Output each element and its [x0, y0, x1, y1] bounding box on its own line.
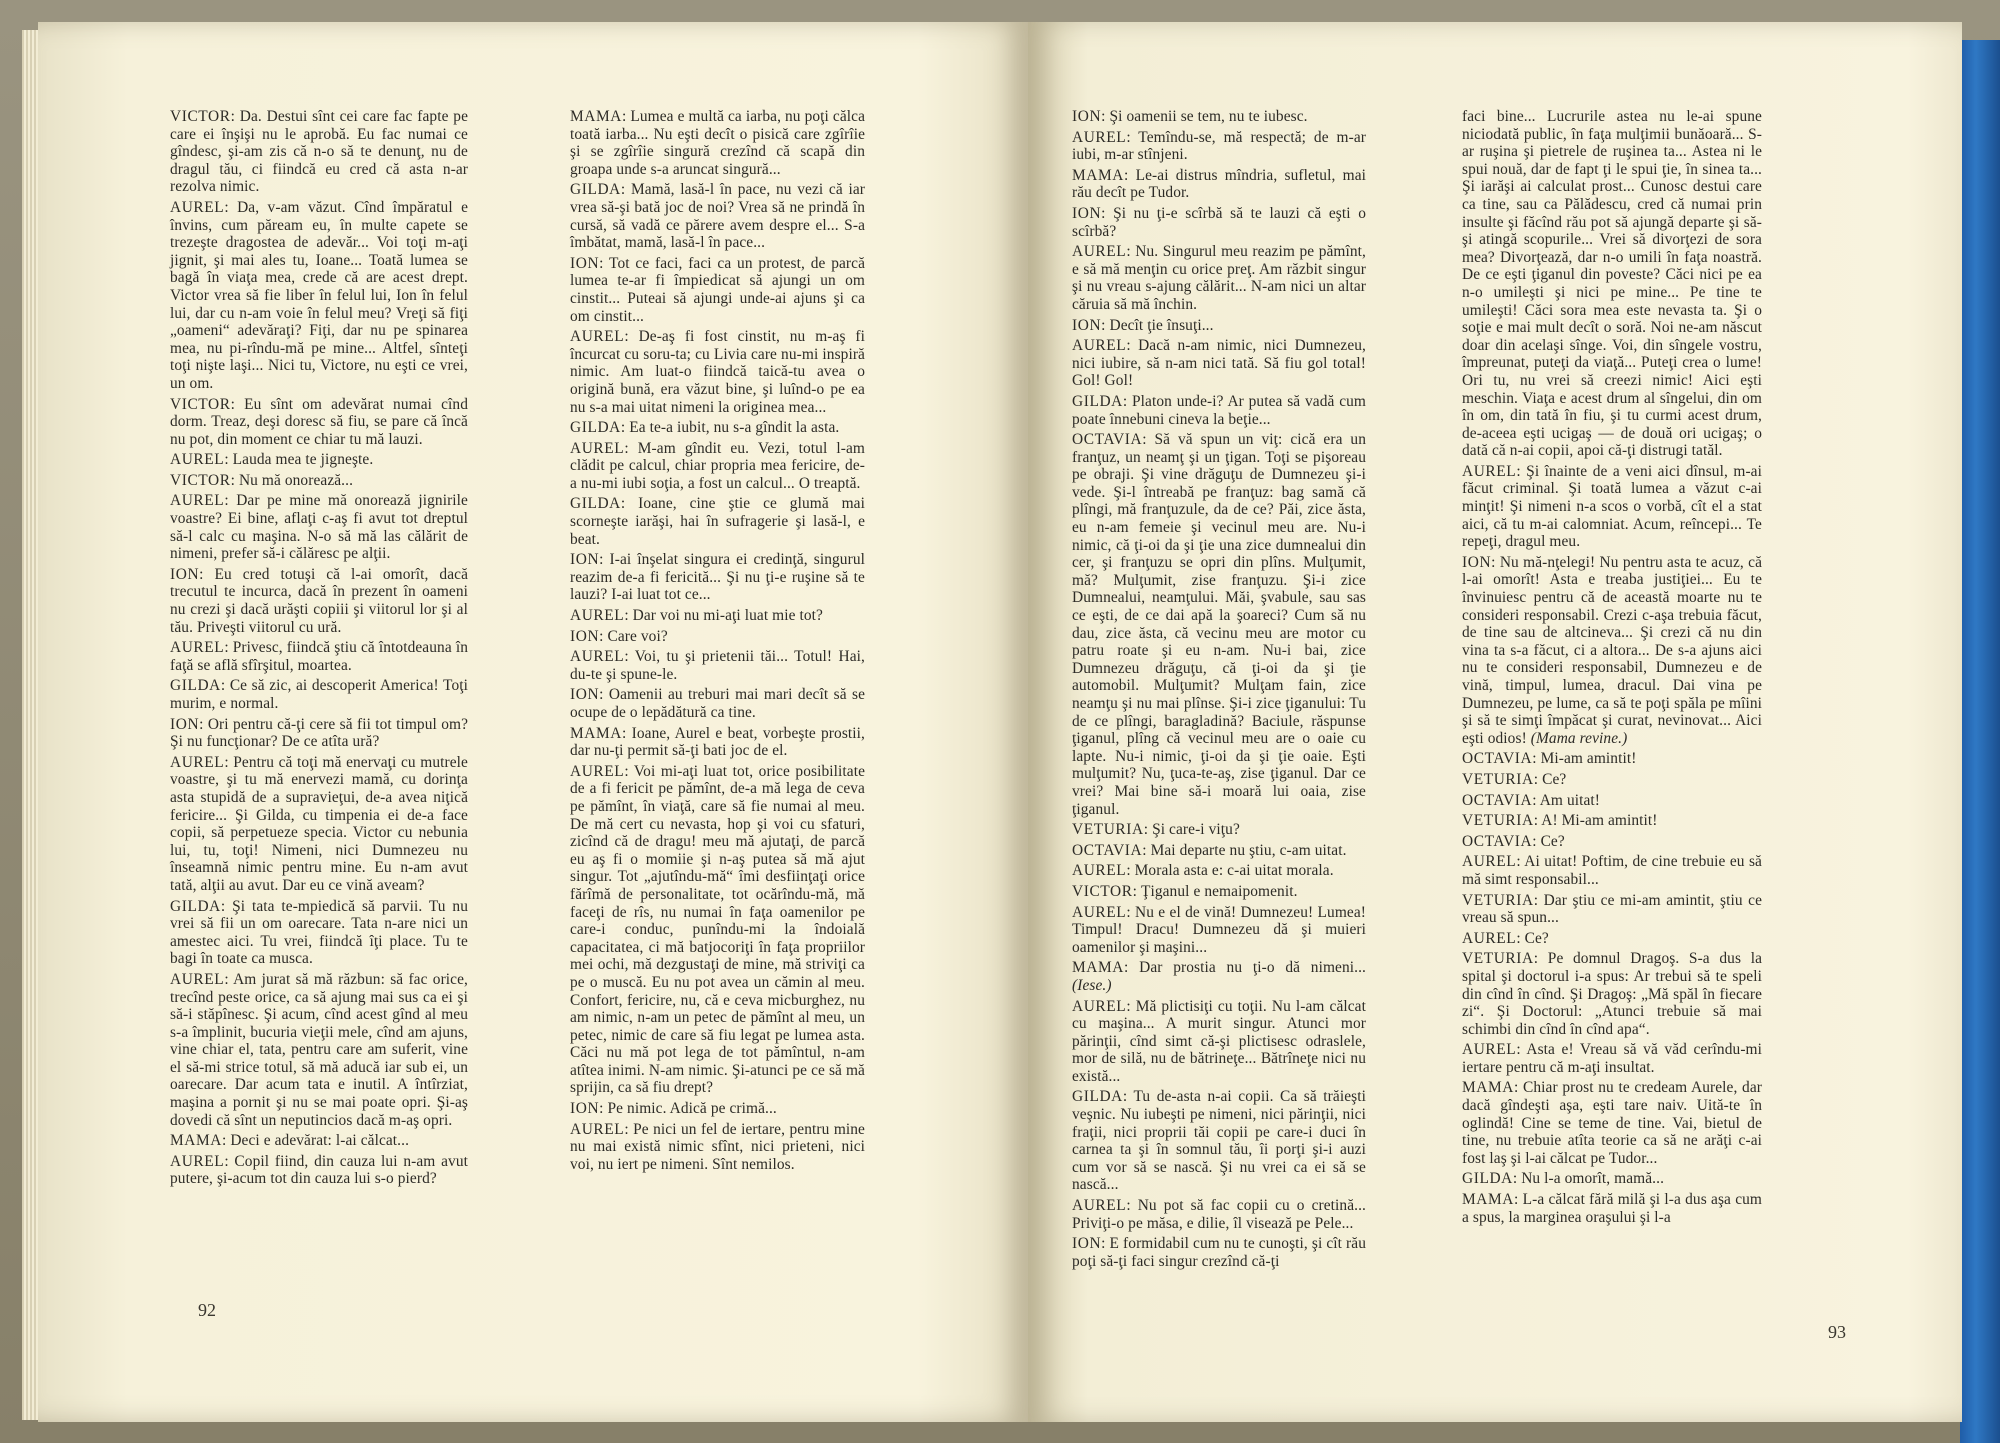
speaker-name: AUREL — [170, 753, 225, 771]
speaker-name: GILDA — [1462, 1170, 1513, 1188]
speaker-separator: : — [1533, 891, 1544, 909]
dialogue-line — [1462, 1079, 1762, 1167]
dialogue-line — [1072, 167, 1366, 202]
dialogue-line — [1072, 337, 1366, 390]
dialogue-text: Ioane, Aurel e beat, vorbeşte prostii, dar nu-ţi permit să-ţi bati joc de el. — [570, 724, 865, 760]
dialogue-text: Mai departe nu ştiu, c-am uitat. — [1150, 841, 1347, 859]
speaker-name: ION — [570, 551, 600, 569]
speaker-separator: : — [1532, 750, 1541, 768]
dialogue-text: Morala asta e: c-ai uitat morala. — [1134, 862, 1334, 880]
speaker-separator: : — [224, 198, 238, 216]
speaker-name: VICTOR — [170, 108, 231, 125]
dialogue-text: faci bine... Lucrurile astea nu le-ai spune niciodată public, în faţa mulţimii bunăoară... S-ar ruşina şi pietrele de ruşinea ta... Astea ni le spui nouă, dar de fapt ţi le spui ţie, în sinea ta... Şi iarăşi ai calculat prost... Cunosc destui care ca tine, sau ca Pălădescu, cred că numai prin insulte şi făcînd rău pot să ajungă departe şi să-şi atingă scopurile... Vrei să divorţezi de sora mea? Divorţează, dar n-o umili în faţa noastră. De ce eşti ţiganul din poveste? Căci nici pe ea n-o umileşti şi nici pe mine... Pe tine te umileşti! Căci sora mea este nevasta ta. Şi o soţie e mai mult decît o soră. Noi ne-am născut doar din acelaşi sînge. Voi, din sîngele vostru, împreunat, puteţi da viaţă... Puteţi crea o lume! Ori tu, nu vrei să creezi nimic! Aici eşti meschin. Viaţa e acest drum al sîngelui, din om în om, din tată în fiu, şi tu curmi acest drum, de-aceea eşti ucigaş — de două ori ucigaş; o dată că n-ai copii, apoi că-ţi distrugi tatăl. — [1462, 108, 1762, 460]
dialogue-line — [1072, 1235, 1366, 1270]
speaker-name: AUREL — [1072, 128, 1127, 146]
speaker-separator: : — [224, 492, 237, 510]
dialogue-line — [1072, 129, 1366, 164]
dialogue-text: A! Mi-am amintit! — [1541, 812, 1658, 830]
speaker-name: AUREL — [170, 639, 225, 657]
speaker-name: AUREL — [570, 1120, 625, 1138]
speaker-separator: : — [1101, 204, 1114, 222]
dialogue-text: Dar ştiu ce mi-am amintit, ştiu ce vreau să spun... — [1462, 891, 1762, 927]
dialogue-text: Da. Destui sînt cei care fac fapte pe care ei înşişi nu le aprobă. Eu fac numai ce gîndesc, şi-am zis că n-o să te denunţ, nu de dragul tău, ci fiindcă eu cred că asta n-ar rezolva nimic. — [170, 108, 468, 196]
dialogue-text: Nu. Singurul meu reazim pe pămînt, e să mă menţin cu orice preţ. Am răzbit singur şi nu vreau s-ajung călărit... N-am nici un altar căruia să mă închin. — [1072, 243, 1366, 313]
speaker-name: AUREL — [1072, 243, 1127, 261]
speaker-separator: : — [199, 565, 215, 583]
dialogue-text: Ce să zic, ai descoperit America! Toţi murim, e normal. — [170, 677, 468, 712]
dialogue-line — [1072, 883, 1366, 901]
speaker-name: OCTAVIA — [1072, 431, 1143, 449]
speaker-separator: : — [224, 970, 234, 988]
speaker-separator: : — [1142, 431, 1155, 449]
dialogue-text: Chiar prost nu te credeam Aurele, dar dacă gîndeşti aşa, eşti tare naiv. Uită-te în oglindă! Cine se teme de tine. Vai, bietul de tine, nu trebuie atîta teorie ca să ne arăţi c-ai fost laş şi l-ai călcat pe Tudor... — [1462, 1079, 1762, 1167]
speaker-name: MAMA — [570, 108, 622, 125]
speaker-separator: : — [620, 419, 630, 437]
dialogue-text: Nu mă onorează... — [238, 471, 354, 489]
dialogue-line — [570, 495, 865, 548]
dialogue-text: Deci e adevărat: l-ai călcat... — [230, 1132, 410, 1150]
speaker-name: GILDA — [570, 181, 621, 199]
speaker-separator: : — [1124, 959, 1140, 977]
speaker-separator: : — [1101, 108, 1110, 125]
speaker-name: VETURIA — [1462, 950, 1534, 968]
dialogue-text: Le-ai distrus mîndria, sufletul, mai rău decît pe Tudor. — [1072, 166, 1367, 202]
speaker-separator: : — [224, 1152, 235, 1170]
speaker-separator: : — [622, 108, 631, 125]
speaker-name: ION — [1072, 204, 1102, 222]
dialogue-text: Şi nu ţi-e scîrbă să te lauzi că eşti o scîrbă? — [1072, 204, 1366, 240]
dialogue-text: Şi înainte de a veni aici dînsul, m-ai făcut criminal. Şi toată lumea a văzut c-ai minţit! Şi nimeni n-a scos o vorbă, cît el a stat aici, că tu m-ai calomniat. Acum, reîncepi... Te repeţi, dragul meu. — [1462, 462, 1762, 551]
dialogue-line — [170, 472, 468, 490]
dialogue-text: I-ai înşelat singura ei credinţă, singurul reazim de-a fi fericită... Şi nu ţi-e ruşine să te lauzi? I-ai luat tot ce... — [570, 551, 865, 604]
speaker-separator: : — [1532, 832, 1541, 850]
speaker-name: AUREL — [1072, 1197, 1127, 1215]
dialogue-line — [1462, 892, 1762, 927]
dialogue-line — [570, 686, 865, 721]
speaker-name: OCTAVIA — [1072, 841, 1143, 859]
dialogue-text: Da, v-am văzut. Cînd împăratul e învins, cum păream eu, în multe capete se trezeşte dragostea de adevăr... Voi toţi m-aţi jignit, şi mai ales tu, Ioane... Toată lumea se bagă în viaţa mea, crede că are acest drept. Victor vrea să fie liber în felul lui, Ion în felul lui, dar cu n-am voie în felul meu? Vreţi să fiţi „oameni“ adevăraţi? Fiţi, dar nu pe spinarea mea, nu pi-rîndu-mă pe mine... Altfel, sînteţi toţi nişte laşi... Nici tu, Victore, nu eşti ce vrei, un om. — [170, 198, 468, 392]
speaker-name: AUREL — [1462, 462, 1517, 480]
dialogue-text: Lumea e multă ca iarba, nu poţi călca toată iarba... Nu eşti decît o pisică care zgîrîie şi se zgîrîie singură crezînd că scapă din groapa unde s-a aruncat singură... — [570, 108, 865, 178]
speaker-separator: : — [620, 181, 631, 199]
dialogue-line — [1072, 1197, 1366, 1232]
dialogue-text: Lauda mea te jigneşte. — [232, 451, 374, 469]
dialogue-text: Ţiganul e nemaipomenit. — [1140, 882, 1298, 900]
dialogue-text: Decît ţie însuţi... — [1109, 316, 1214, 334]
dialogue-text: Tu de-asta n-ai copii. Ca să trăieşti veşnic. Nu iubeşti pe nimeni, nici părinţii, nici fraţii, nici proprii tăi copii pe care-i duci în carnea ta şi în somnul tău, îi porţi şi-i auzi cum vor să se nască. Şi nu vrei ca ei să se nască... — [1072, 1088, 1366, 1194]
dialogue-line — [1462, 1170, 1762, 1188]
speaker-separator: : — [1533, 812, 1542, 830]
speaker-name: OCTAVIA — [1462, 791, 1533, 809]
speaker-name: AUREL — [170, 492, 225, 510]
dialogue-line — [1072, 842, 1366, 860]
speaker-separator: : — [222, 1132, 231, 1150]
speaker-separator: : — [1126, 243, 1136, 261]
stage-direction: (Mama revine.) — [1530, 729, 1628, 747]
dialogue-text: Am uitat! — [1539, 791, 1601, 809]
dialogue-text: Şi care-i viţu? — [1152, 821, 1240, 839]
dialogue-line — [170, 396, 468, 449]
speaker-name: GILDA — [570, 495, 621, 513]
dialogue-text: Nu e el de vină! Dumnezeu! Lumea! Timpul! Dracu! Dumnezeu dă şi muieri oamenilor şi maşini... — [1072, 903, 1366, 956]
dialogue-line — [170, 639, 468, 674]
dialogue-text: Ce? — [1524, 929, 1549, 947]
dialogue-line — [170, 566, 468, 636]
speaker-separator: : — [599, 254, 610, 272]
dialogue-line — [170, 1132, 468, 1150]
speaker-separator: : — [1101, 1235, 1110, 1253]
dialogue-text: Şi tata te-mpiedică să parvii. Tu nu vrei să fii un om oarecare. Tata n-are nici un amestec aici. Tu vrei, fiindcă îţi place. Tu te bagi în toate ca musca. — [170, 897, 468, 968]
back-cover-edge — [1960, 40, 2000, 1443]
dialogue-line — [570, 628, 865, 646]
speaker-name: GILDA — [170, 677, 221, 695]
dialogue-text: Platon unde-i? Ar putea să vadă cum poate înnebuni cineva la beţie... — [1072, 392, 1366, 428]
speaker-separator: : — [624, 439, 638, 457]
page-number-left: 92 — [198, 1300, 216, 1320]
dialogue-text: Oamenii au treburi mai mari decît să se ocupe de o lepădătură ca tine. — [570, 686, 866, 721]
dialogue-text: Mamă, lasă-l în pace, nu vezi că iar vrea să-şi bată joc de noi? Vrea să ne prindă în cursă, să vadă ce părere avem despre el... S-a îmbătat, mamă, lasă-l în pace... — [570, 181, 865, 252]
speaker-separator: : — [1122, 392, 1133, 410]
speaker-separator: : — [1491, 553, 1500, 571]
speaker-name: ION — [1072, 316, 1102, 334]
speaker-name: AUREL — [1462, 929, 1517, 947]
speaker-separator: : — [224, 753, 234, 771]
dialogue-text: Pe domnul Dragoş. S-a dus la spital şi doctorul i-a spus: Ar trebui să te speli din cînd în cînd. Şi Dragoş: „Mă spăl în fiecare zi“. Şi Doctorul: „Atunci trebuie să mai schimbi din cînd în cînd apa“. — [1462, 950, 1763, 1038]
dialogue-text: Care voi? — [607, 627, 668, 645]
dialogue-text: Tot ce faci, faci ca un protest, de parcă lumea te-ar fi împiedicat să ajungi un om cinstit... Puteai să ajungi unde-ai ajuns şi ca om cinstit... — [570, 254, 866, 325]
dialogue-line — [570, 1121, 865, 1174]
dialogue-line — [570, 328, 865, 416]
dialogue-line — [1462, 1041, 1762, 1076]
dialogue-text: Dar pe mine mă onorează jignirile voastre? Ei bine, aflaţi c-aş fi avut tot dreptul să-l calc cu maşina. N-o să mă las călărit de nimeni, prefer să-i călăresc pe alţii. — [170, 492, 468, 563]
speaker-name: ION — [570, 254, 600, 272]
speaker-separator: : — [1124, 166, 1136, 184]
speaker-separator: : — [1516, 929, 1525, 947]
dialogue-text: Pe nici un fel de iertare, pentru mine nu mai există nimic sfînt, nici prieteni, nici voi, nu iert pe nimeni. Sînt nemilos. — [570, 1120, 865, 1173]
speaker-name: ION — [570, 686, 600, 704]
speaker-name: ION — [570, 627, 600, 645]
speaker-name: OCTAVIA — [1462, 832, 1533, 850]
speaker-name: AUREL — [170, 970, 225, 988]
speaker-name: ION — [1072, 108, 1102, 125]
dialogue-line — [1072, 317, 1366, 335]
dialogue-text: Ce? — [1540, 832, 1565, 850]
dialogue-line — [1072, 821, 1366, 839]
text-column-3 — [1072, 108, 1366, 1273]
text-column-1 — [170, 108, 468, 1191]
speaker-name: MAMA — [1072, 166, 1124, 184]
speaker-separator: : — [1132, 882, 1141, 900]
dialogue-text: Pentru că toţi mă enervaţi cu mutrele voastre, şi tu mă enervezi mamă, cu dorinţa asta stupidă de a supravieţui, de-a avea niţică fericire... Şi Gilda, cu timpenia ei de-a face copii, să perpetueze specia. Victor cu nebunia lui, tu, toţi! Nimeni, nici Dumnezeu nu înseamnă nimic pentru mine. Eu n-am avut tată, alţii au avut. Dar eu ce vină aveam? — [170, 753, 468, 894]
dialogue-line — [570, 551, 865, 604]
speaker-separator: : — [624, 648, 635, 666]
speaker-name: AUREL — [1072, 337, 1127, 355]
dialogue-line — [170, 1153, 468, 1188]
dialogue-line — [1462, 108, 1762, 460]
dialogue-line — [1462, 463, 1762, 551]
dialogue-line — [170, 492, 468, 562]
dialogue-text: Şi oamenii se tem, nu te iubesc. — [1109, 108, 1308, 125]
dialogue-line — [170, 451, 468, 469]
speaker-name: AUREL — [170, 451, 225, 469]
speaker-name: MAMA — [570, 724, 622, 742]
dialogue-text: Privesc, fiindcă ştiu că întotdeauna în faţă se află sfîrşitul, moartea. — [170, 639, 468, 674]
speaker-separator: : — [230, 471, 239, 489]
dialogue-line — [1462, 812, 1762, 830]
speaker-name: VICTOR — [170, 471, 231, 489]
speaker-separator: : — [599, 551, 610, 569]
text-column-4 — [1462, 108, 1762, 1229]
dialogue-text: L-a călcat fără milă şi l-a dus aşa cum a spus, la marginea oraşului şi l-a — [1462, 1191, 1762, 1226]
speaker-name: VETURIA — [1072, 821, 1144, 839]
speaker-separator: : — [1126, 862, 1135, 880]
speaker-name: ION — [170, 565, 200, 583]
speaker-separator: : — [624, 607, 633, 625]
speaker-separator: : — [1142, 841, 1151, 859]
speaker-name: AUREL — [1072, 903, 1127, 921]
speaker-separator: : — [1514, 1191, 1523, 1209]
speaker-name: AUREL — [570, 762, 625, 780]
dialogue-text: Eu sînt om adevărat numai cînd dorm. Treaz, deşi doresc să fiu, se pare că încă nu pot, din moment ce chiar tu mă lauzi. — [170, 395, 468, 448]
speaker-name: GILDA — [1072, 1088, 1123, 1106]
speaker-separator: : — [1101, 316, 1110, 334]
speaker-name: GILDA — [1072, 392, 1123, 410]
dialogue-text: Eu cred totuşi că l-ai omorît, dacă trecutul te incurca, dacă în prezent în oameni nu crezi şi dacă urăşti copiii şi viitorul lor şi al tău. Priveşti viitorul cu ură. — [170, 565, 468, 636]
speaker-separator: : — [599, 627, 608, 645]
dialogue-text: Nu mă-nţelegi! Nu pentru asta te acuz, că l-ai omorît! Asta e treaba justiţiei... Eu te învinuiesc pentru că de această moarte nu te consideri responsabil. Crezi c-aşa trebuia făcut, de tine sau de altcineva... Şi crezi că nu din vina ta s-a făcut, ci a altora... De s-a ajuns aici nu te consideri responsabil, Dumnezeu e de vină, timpul, lumea, dracul. Dai vina pe Dumnezeu, pe lume, ca să te poţi spăla pe mîini şi să te simţi împăcat şi curat, nevinovat... Aici eşti odios! — [1462, 553, 1762, 747]
speaker-name: VETURIA — [1462, 891, 1534, 909]
dialogue-line — [170, 199, 468, 393]
dialogue-text: Ce? — [1542, 770, 1567, 788]
dialogue-line — [1072, 393, 1366, 428]
dialogue-line — [1462, 750, 1762, 768]
dialogue-text: De-aş fi fost cinstit, nu m-aş fi încurcat cu soru-ta; cu Livia care nu-mi inspiră nimic. Am luat-o fiindcă taică-tu avea o origină bună, era văzut bine, şi luînd-o pe ea nu s-a mai uitat nimeni la originea mea... — [570, 328, 865, 416]
dialogue-line — [1072, 998, 1366, 1086]
dialogue-line — [1462, 950, 1762, 1038]
dialogue-line — [170, 677, 468, 712]
speaker-name: AUREL — [170, 198, 225, 216]
speaker-separator: : — [1126, 128, 1139, 146]
dialogue-line — [1072, 205, 1366, 240]
dialogue-text: Dar prostia nu ţi-o dă nimeni... — [1139, 959, 1366, 977]
speaker-name: AUREL — [570, 439, 625, 457]
dialogue-line — [170, 898, 468, 968]
dialogue-line — [570, 648, 865, 683]
speaker-name: ION — [1462, 553, 1492, 571]
speaker-separator: : — [220, 897, 233, 915]
speaker-name: AUREL — [170, 1152, 225, 1170]
speaker-name: AUREL — [1462, 853, 1517, 871]
speaker-separator: : — [1126, 337, 1139, 355]
dialogue-line — [1462, 792, 1762, 810]
dialogue-line — [1462, 853, 1762, 888]
speaker-separator: : — [624, 762, 634, 780]
speaker-separator: : — [1512, 1170, 1522, 1188]
speaker-name: ION — [1072, 1235, 1102, 1253]
speaker-separator: : — [1122, 1088, 1134, 1106]
stage-direction: (Iese.) — [1072, 976, 1112, 994]
dialogue-line — [170, 716, 468, 751]
dialogue-line — [570, 607, 865, 625]
speaker-separator: : — [620, 495, 639, 513]
speaker-separator: : — [1514, 1079, 1524, 1097]
speaker-name: MAMA — [170, 1132, 222, 1150]
dialogue-line — [1072, 862, 1366, 880]
dialogue-text: Voi mi-aţi luat tot, orice posibilitate de a fi fericit pe pămînt, de-a mă lega de ceva pe pămînt, în viaţă, care să fie numai al meu. De mă cert cu nevasta, hop şi voi cu sfaturi, zicînd că de dragu! meu mă ajutaţi, de parcă eu aş fi o momiie şi n-aş putea să mă ajut singur. Tot „ajutîndu-mă“ îmi desfiinţaţi orice fărîmă de personalitate, tot ocărîndu-mă, mă faceţi de rîs, nu numai în faţa oamenilor pe care-i conduc, punîndu-mi la îndoială capacitatea, ci mă batjocoriţi în faţa propriilor mei ochi, mă dezgustaţi de mine, mă striviţi ca pe o muscă. Eu nu pot avea un cămin al meu. Confort, fericire, nu, că e ceva micburghez, nu am nimic, n-am un petec de pămînt al meu, un petec, nimic de care să fiu legat pe lumea asta. Căci nu mă pot lega de tot pămîntul, n-am atîtea inimi. N-am nimic. Şi-atunci pe ce să mă sprijin, ca să fiu drept? — [570, 762, 866, 1097]
dialogue-text: Mi-am amintit! — [1540, 750, 1637, 768]
dialogue-line — [570, 108, 865, 178]
dialogue-text: Ori pentru că-ţi cere să fii tot timpul om? Şi nu funcţionar? De ce atîta ură? — [170, 715, 468, 751]
dialogue-text: Nu pot să fac copii cu o cretină... Priviţi-o pe măsa, e dilie, îl visează pe Pele... — [1072, 1197, 1366, 1232]
dialogue-line — [570, 440, 865, 493]
dialogue-line — [1072, 243, 1366, 313]
speaker-separator: : — [1516, 1041, 1527, 1059]
speaker-name: OCTAVIA — [1462, 750, 1533, 768]
speaker-separator: : — [224, 639, 233, 657]
dialogue-text: Mă plictisiţi cu toţii. Nu l-am călcat cu maşina... A murit singur. Atunci mor părinţii, cînd simt că-şi plictisesc odraslele, mor de silă, nu de bătrineţe... Bătrîneţe nici nu există... — [1072, 997, 1366, 1085]
dialogue-text: Temîndu-se, mă respectă; de m-ar iubi, m-ar stînjeni. — [1072, 128, 1366, 164]
speaker-separator: : — [1532, 791, 1540, 809]
dialogue-line — [1072, 959, 1366, 994]
dialogue-text: Ioane, cine ştie ce glumă mai scorneşte iarăşi, hai în sufragerie şi lasă-l, e beat. — [570, 495, 865, 548]
speaker-separator: : — [1533, 770, 1543, 788]
speaker-separator: : — [224, 451, 233, 469]
speaker-name: AUREL — [570, 328, 625, 346]
speaker-name: ION — [170, 715, 200, 733]
speaker-separator: : — [1126, 903, 1135, 921]
speaker-separator: : — [199, 715, 208, 733]
speaker-separator: : — [220, 677, 230, 695]
speaker-separator: : — [1516, 462, 1527, 480]
speaker-separator: : — [1533, 950, 1548, 968]
dialogue-text: E formidabil cum nu te cunoşti, şi cît rău poţi să-ţi faci singur crezînd că-ţi — [1072, 1235, 1366, 1270]
speaker-name: AUREL — [570, 648, 625, 666]
text-column-2 — [570, 108, 865, 1176]
page-number-right: 93 — [1828, 1322, 1846, 1342]
speaker-separator: : — [1143, 821, 1153, 839]
dialogue-text: M-am gîndit eu. Vezi, totul l-am clădit pe calcul, chiar propria mea fericire, de-a nu-mi iubi soţia, a fost un calcul... O treaptă. — [570, 439, 865, 492]
speaker-separator: : — [599, 686, 609, 704]
speaker-separator: : — [622, 724, 632, 742]
dialogue-line — [170, 971, 468, 1129]
dialogue-line — [570, 763, 865, 1097]
speaker-name: VETURIA — [1462, 812, 1534, 830]
speaker-separator: : — [230, 108, 240, 125]
speaker-separator: : — [1126, 1197, 1138, 1215]
dialogue-line — [170, 108, 468, 196]
speaker-name: ION — [570, 1100, 600, 1118]
dialogue-text: Copil fiind, din cauza lui n-am avut putere, şi-acum tot din cauza lui s-o pierd? — [170, 1152, 468, 1188]
dialogue-line — [1462, 771, 1762, 789]
dialogue-text: Să vă spun un viţ: cică era un franţuz, un neamţ şi un ţigan. Toţi se pişoreau pe obraji. Şi vine drăguţu de Dumnezeu şi-i vede. Şi-l întreabă pe franţuz: bag samă că plîngi, mă franţuzule, da de ce? Păi, zice ăsta, eu n-am femeie şi vecinul meu are. Nu-i nimic, că ţi-oi da şi ţie una zice dumnealui din cer, şi franţuzu se opri din plîns. Mulţumit, mă? Mulţumit, zise franţuzu. Şi-i zice Dumnealui, neamţului. Măi, şvabule, sau sas ce eşti, de ce dai apă la şoareci? Cum să nu dau, zice ăsta, că vecinu meu are motor cu patru roate şi eu n-am. Nu-i bai, zice Dumnezeu drăguţu, că ţi-oi da şi ţie automobil. Mulţumit? Mulţam fain, zice neamţu şi nu mai plînse. Şi-i zice ţiganului: Tu de ce plîngi, baragladină? Baciule, răspunse ţiganul, plîng că vecinul meu are o oaie cu lapte. Nu-i nimic, ţi-oi da şi ţie oaie. Eşti mulţumit? Nu, ţuca-te-aş, zise ţiganul. Dar ce vrei? Mai bine să-i moară lui oaia, zise ţiganul. — [1072, 431, 1366, 818]
speaker-name: AUREL — [1072, 997, 1127, 1015]
dialogue-text: Am jurat să mă răzbun: să fac orice, trecînd peste orice, ca să ajung mai sus ca ei şi să-i stăpînesc. Şi acum, cînd acest gînd al meu s-a împlinit, bucuria vieţii mele, cînd am ajuns, vine chiar el, tata, pentru care am suferit, vine el să-mi strice totul, să mă aducă iar sub ei, un oarecare. Dar acum tata e inutil. A întîrziat, maşina a pornit şi nu se mai poate opri. Şi-aş dovedi că sînt un neputincios dacă m-aş opri. — [170, 970, 468, 1129]
dialogue-text: Asta e! Vreau să vă văd cerîndu-mi iertare pentru că m-aţi insultat. — [1462, 1041, 1762, 1076]
speaker-name: GILDA — [170, 897, 221, 915]
speaker-name: MAMA — [1072, 959, 1124, 977]
dialogue-line — [570, 1100, 865, 1118]
dialogue-line — [1072, 904, 1366, 957]
speaker-name: MAMA — [1462, 1191, 1514, 1209]
dialogue-line — [1072, 431, 1366, 818]
speaker-name: MAMA — [1462, 1079, 1514, 1097]
dialogue-line — [570, 255, 865, 325]
dialogue-text: Voi, tu şi prietenii tăi... Totul! Hai, du-te şi spune-le. — [570, 648, 865, 683]
speaker-name: AUREL — [570, 607, 625, 625]
dialogue-line — [170, 754, 468, 895]
dialogue-line — [1462, 833, 1762, 851]
dialogue-text: Ea te-a iubit, nu s-a gîndit la asta. — [629, 419, 840, 437]
speaker-separator: : — [1126, 997, 1136, 1015]
dialogue-text: Pe nimic. Adică pe crimă... — [607, 1100, 777, 1118]
dialogue-line — [1462, 930, 1762, 948]
dialogue-line — [1072, 108, 1366, 126]
speaker-separator: : — [599, 1100, 608, 1118]
speaker-name: GILDA — [570, 419, 621, 437]
dialogue-line — [570, 725, 865, 760]
dialogue-text: Ai uitat! Poftim, de cine trebuie eu să mă simt responsabil... — [1462, 853, 1762, 888]
dialogue-text: Nu l-a omorît, mamă... — [1521, 1170, 1665, 1188]
dialogue-line — [1072, 1088, 1366, 1194]
dialogue-line — [570, 181, 865, 251]
speaker-separator: : — [1516, 853, 1525, 871]
speaker-separator: : — [624, 328, 639, 346]
speaker-name: VETURIA — [1462, 770, 1534, 788]
dialogue-text: Dar voi nu mi-aţi luat mie tot? — [632, 607, 823, 625]
speaker-name: VICTOR — [170, 395, 231, 413]
dialogue-line — [570, 419, 865, 437]
speaker-separator: : — [624, 1120, 634, 1138]
dialogue-text: Dacă n-am nimic, nici Dumnezeu, nici iubire, să n-am nici tată. Să fiu gol total! Gol! Gol! — [1072, 337, 1367, 390]
speaker-name: AUREL — [1462, 1041, 1517, 1059]
speaker-name: VICTOR — [1072, 882, 1133, 900]
speaker-name: AUREL — [1072, 862, 1127, 880]
speaker-separator: : — [230, 395, 245, 413]
dialogue-line — [1462, 554, 1762, 748]
dialogue-line — [1462, 1191, 1762, 1226]
